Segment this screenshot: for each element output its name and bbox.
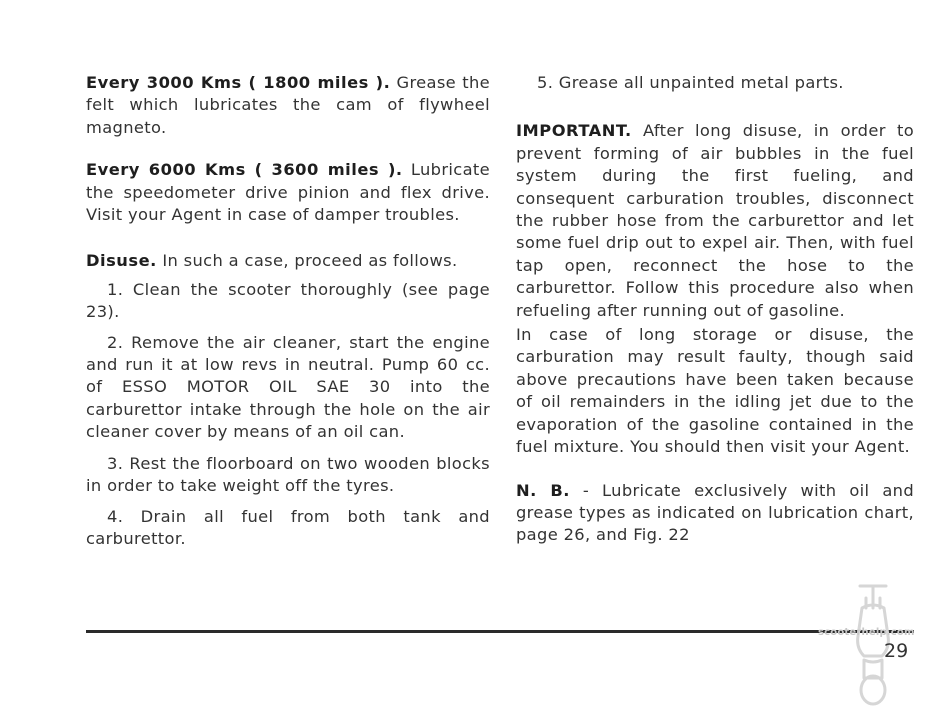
heading-6000-kms: Every 6000 Kms ( 3600 miles ). xyxy=(86,160,403,180)
body-nb: - Lubricate exclusively with oil and grease types as indicated on lubrication chart, page 26, and Fig. 22 xyxy=(516,480,915,545)
left-column xyxy=(86,72,490,550)
step-2: 2. Remove the air cleaner, start the engine and run it at low revs in neutral. Pump 60 cc. of ESSO MOTOR OIL SAE 30 into the carburettor intake through the hole on the air cleaner cover by means of an oil can. xyxy=(86,332,490,442)
heading-important: IMPORTANT. xyxy=(516,121,632,141)
step-1: 1. Clean the scooter thoroughly (see page 23). xyxy=(86,279,490,322)
paragraph-nb xyxy=(516,480,914,547)
footer-rule xyxy=(86,630,914,633)
paragraph-3000-kms xyxy=(86,72,490,139)
heading-nb: N. B. xyxy=(516,480,570,500)
body-3000-kms: Grease the felt which lubricates the cam of flywheel magneto. xyxy=(86,73,490,137)
scooter-watermark-icon xyxy=(818,578,928,708)
body-important: After long disuse, in order to prevent forming of air bubbles in the fuel system during the first fueling, and consequent carburation troubles, disconnect the rubber hose from the carburettor and let some fuel drip out to expel air. Then, with fuel tap open, reconnect the hose to the carburettor. Follow this procedure also when refueling after running out of gasoline. xyxy=(516,121,915,320)
watermark-text: scooterhelp.com xyxy=(818,627,915,638)
step-5: 5. Grease all unpainted metal parts. xyxy=(537,73,844,92)
right-column xyxy=(516,72,914,547)
step-3: 3. Rest the floorboard on two wooden blocks in order to take weight off the tyres. xyxy=(86,453,490,496)
body-disuse: In such a case, proceed as follows. xyxy=(162,251,458,271)
paragraph-important xyxy=(516,120,914,322)
body-6000-kms: Lubricate the speedometer drive pinion and flex drive. Visit your Agent in case of damper troubles. xyxy=(86,160,490,225)
heading-3000-kms: Every 3000 Kms ( 1800 miles ). xyxy=(86,73,391,92)
step-4: 4. Drain all fuel from both tank and carburettor. xyxy=(86,506,490,548)
paragraph-storage: In case of long storage or disuse, the carburation may result faulty, though said above precautions have been taken because of oil remainders in the idling jet due to the evaporation of the gasoline contained in the fuel mixture. You should then visit your Agent. xyxy=(516,325,914,457)
page-number: 29 xyxy=(884,640,909,662)
heading-disuse: Disuse. xyxy=(86,251,157,271)
paragraph-disuse xyxy=(86,250,490,272)
paragraph-6000-kms xyxy=(86,159,490,226)
